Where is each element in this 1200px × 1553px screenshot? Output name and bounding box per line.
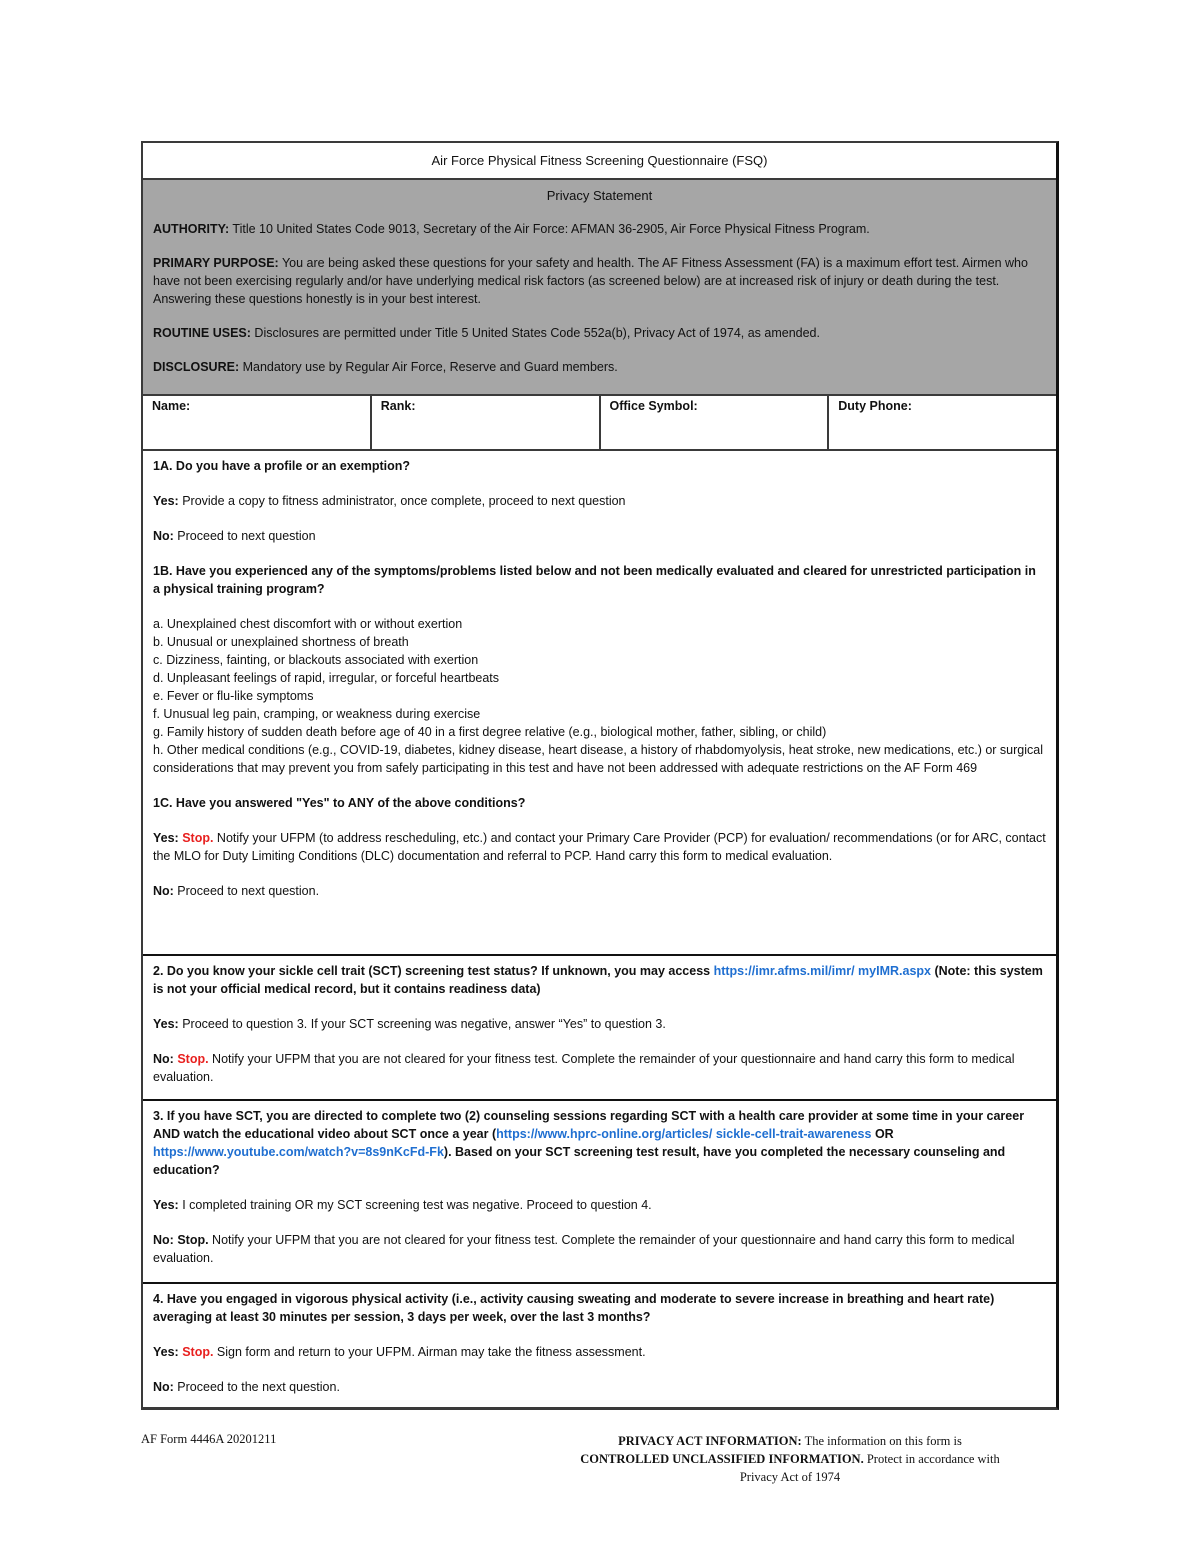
symptom-item: f. Unusual leg pain, cramping, or weakness during exercise — [153, 707, 481, 721]
q1c-yes-label: Yes: — [153, 831, 179, 845]
form-id: AF Form 4446A 20201211 — [141, 1432, 277, 1446]
q2-no-option[interactable] — [153, 1050, 1046, 1086]
q3-yes-label: Yes: — [153, 1198, 179, 1212]
symptom-item: b. Unusual or unexplained shortness of breath — [153, 635, 409, 649]
question-3-text: 3. If you have SCT, you are directed to complete two (2) counseling sessions regarding SCT with a health care provider at some time in your career AND watch the educational video about SCT once a year ( — [153, 1109, 1025, 1141]
duty-phone-label: Duty Phone: — [838, 399, 912, 413]
q1a-no-label: No: — [153, 529, 174, 543]
q3-no-option[interactable] — [153, 1231, 1046, 1267]
question-4-section — [143, 1284, 1056, 1407]
office-symbol-label: Office Symbol: — [609, 399, 698, 413]
name-field[interactable] — [143, 396, 372, 449]
q2-yes-label: Yes: — [153, 1017, 179, 1031]
question-1a: 1A. Do you have a profile or an exemption? — [153, 459, 410, 473]
q2-yes-option[interactable] — [153, 1015, 1046, 1033]
or-text: OR — [871, 1127, 894, 1141]
privacy-act-label: PRIVACY ACT INFORMATION: — [618, 1434, 802, 1448]
q4-no-label: No: — [153, 1380, 174, 1394]
question-3 — [153, 1107, 1046, 1179]
youtube-link[interactable]: https://www.youtube.com/watch?v=8s9nKcFd-Fk — [153, 1145, 444, 1159]
form-title — [143, 143, 1056, 180]
fsq-form — [141, 141, 1059, 1410]
purpose-paragraph — [153, 254, 1046, 308]
disclosure-paragraph — [153, 358, 1046, 376]
q3-no-text: Notify your UFPM that you are not cleared for your fitness test. Complete the remainder of your questionnaire and hand carry this form to medical evaluation. — [153, 1233, 1015, 1265]
privacy-statement-heading: Privacy Statement — [546, 188, 653, 203]
symptom-item: e. Fever or flu-like symptoms — [153, 689, 314, 703]
privacy-act-text: The information on this form is — [801, 1434, 962, 1448]
authority-text: Title 10 United States Code 9013, Secretary of the Air Force: AFMAN 36-2905, Air Force Physical Fitness Program. — [229, 222, 870, 236]
member-info-row — [143, 396, 1056, 451]
q2-stop-text: Stop. — [177, 1052, 209, 1066]
routine-uses-paragraph — [153, 324, 1046, 342]
cui-label: CONTROLLED UNCLASSIFIED INFORMATION. — [580, 1452, 864, 1466]
disclosure-text: Mandatory use by Regular Air Force, Reserve and Guard members. — [239, 360, 618, 374]
question-2-section — [143, 956, 1056, 1101]
privacy-act-notice — [521, 1432, 1059, 1486]
q2-yes-text: Proceed to question 3. If your SCT screening was negative, answer “Yes” to question 3. — [178, 1017, 666, 1031]
q3-yes-text: I completed training OR my SCT screening test was negative. Proceed to question 4. — [178, 1198, 652, 1212]
rank-label: Rank: — [380, 399, 416, 413]
symptom-item: d. Unpleasant feelings of rapid, irregular, or forceful heartbeats — [153, 671, 500, 685]
authority-paragraph — [153, 220, 1046, 238]
disclosure-label: DISCLOSURE: — [153, 360, 240, 374]
q2-no-label: No: — [153, 1052, 174, 1066]
office-symbol-field[interactable] — [601, 396, 830, 449]
q1c-yes-text: Notify your UFPM (to address rescheduling, etc.) and contact your Primary Care Provider (PCP) for evaluation/ recommendations (or for ARC, contact the MLO for Duty Limiting Conditions (DLC) documentation and referral to PCP. Hand carry this form to medical evaluation. — [153, 831, 1046, 863]
question-4: 4. Have you engaged in vigorous physical activity (i.e., activity causing sweating and moderate to severe increase in breathing and heart rate) averaging at least 30 minutes per session, 3 days per week, over the last 3 months? — [153, 1292, 995, 1324]
routine-uses-text: Disclosures are permitted under Title 5 United States Code 552a(b), Privacy Act of 1974, as amended. — [250, 326, 820, 340]
q3-stop-text: Stop. — [177, 1233, 209, 1247]
q4-yes-label: Yes: — [153, 1345, 179, 1359]
question-3-section — [143, 1101, 1056, 1284]
q1c-no-option[interactable] — [153, 882, 1046, 900]
question-1c: 1C. Have you answered "Yes" to ANY of the above conditions? — [153, 796, 526, 810]
q4-stop-text: Stop. — [182, 1345, 214, 1359]
q1c-no-text: Proceed to next question. — [173, 884, 320, 898]
question-2 — [153, 962, 1046, 998]
symptom-item: g. Family history of sudden death before age of 40 in a first degree relative (e.g., biological mother, father, sibling, or child) — [153, 725, 827, 739]
q4-no-option[interactable] — [153, 1378, 1046, 1396]
q1a-yes-label: Yes: — [153, 494, 179, 508]
q1c-no-label: No: — [153, 884, 174, 898]
cui-text: Protect in accordance with — [863, 1452, 1000, 1466]
purpose-label: PRIMARY PURPOSE: — [153, 256, 279, 270]
q2-no-text: Notify your UFPM that you are not cleared for your fitness test. Complete the remainder of your questionnaire and hand carry this form to medical evaluation. — [153, 1052, 1015, 1084]
hprc-link[interactable]: https://www.hprc-online.org/articles/ sickle-cell-trait-awareness — [496, 1127, 872, 1141]
q1a-yes-option[interactable] — [153, 492, 1046, 510]
q1a-yes-text: Provide a copy to fitness administrator, once complete, proceed to next question — [178, 494, 626, 508]
privacy-act-reference: Privacy Act of 1974 — [739, 1470, 841, 1484]
symptom-item: c. Dizziness, fainting, or blackouts associated with exertion — [153, 653, 479, 667]
routine-uses-label: ROUTINE USES: — [153, 326, 251, 340]
q4-no-text: Proceed to the next question. — [173, 1380, 340, 1394]
duty-phone-field[interactable] — [829, 396, 1056, 449]
purpose-text: You are being asked these questions for your safety and health. The AF Fitness Assessment (FA) is a maximum effort test. Airmen who have not been exercising regularly and/or have underlying medical risk factors (as screened below) are at increased risk of injury or death during the test. Answering these questions honestly is in your best interest. — [153, 256, 1028, 306]
myimr-link[interactable]: https://imr.afms.mil/imr/ myIMR.aspx — [713, 964, 931, 978]
question-1-section — [143, 451, 1056, 956]
q3-yes-option[interactable] — [153, 1196, 1046, 1214]
question-3-text-end: ). Based on your SCT screening test result, have you completed the necessary counseling and education? — [153, 1145, 1006, 1177]
q1a-no-text: Proceed to next question — [173, 529, 316, 543]
name-label: Name: — [152, 399, 191, 413]
q1c-stop-text: Stop. — [182, 831, 214, 845]
q4-yes-option[interactable] — [153, 1343, 1046, 1361]
authority-label: AUTHORITY: — [153, 222, 230, 236]
q3-no-label: No: — [153, 1233, 174, 1247]
question-2-note: (Note: this system is not your official medical record, but it contains readiness data) — [153, 964, 1043, 996]
symptom-item: h. Other medical conditions (e.g., COVID-19, diabetes, kidney disease, heart disease, a history of rhabdomyolysis, heat stroke, new medications, etc.) or surgical considerations that may prevent you from safely participating in this test and have not been addressed with adequate restrictions on the AF Form 469 — [153, 743, 1044, 775]
symptom-item: a. Unexplained chest discomfort with or without exertion — [153, 617, 463, 631]
rank-field[interactable] — [372, 396, 601, 449]
q4-yes-text: Sign form and return to your UFPM. Airman may take the fitness assessment. — [213, 1345, 646, 1359]
q1a-no-option[interactable] — [153, 527, 1046, 545]
privacy-statement — [143, 180, 1056, 396]
question-1b: 1B. Have you experienced any of the symptoms/problems listed below and not been medically evaluated and cleared for unrestricted participation in a physical training program? — [153, 564, 1036, 596]
q1c-yes-option[interactable] — [153, 829, 1046, 865]
symptoms-list — [153, 615, 1046, 777]
form-page — [141, 141, 1059, 1410]
question-2-text: 2. Do you know your sickle cell trait (SCT) screening test status? If unknown, you may access — [153, 964, 714, 978]
form-title-text: Air Force Physical Fitness Screening Questionnaire (FSQ) — [431, 153, 768, 168]
